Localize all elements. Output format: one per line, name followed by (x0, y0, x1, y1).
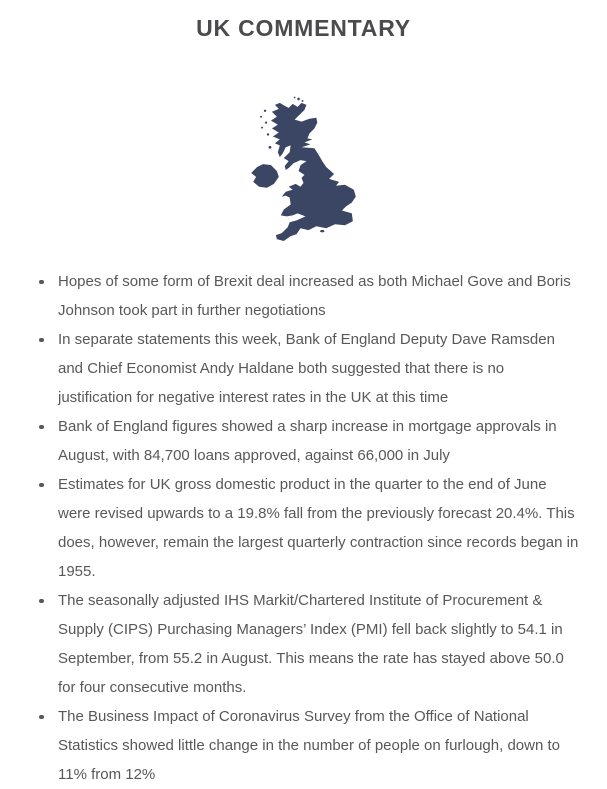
list-item: The Business Impact of Coronavirus Survey from the Office of National Statistics showed little change in the number of people on furlough, down to 11% from 12% (58, 702, 580, 789)
island-dot (302, 100, 304, 102)
island-dot (264, 110, 266, 112)
list-item: Hopes of some form of Brexit deal increased as both Michael Gove and Boris Johnson took part in further negotiations (58, 267, 580, 325)
commentary-list (0, 267, 580, 789)
island-dot (267, 133, 269, 135)
island-dot (269, 146, 272, 149)
page-title: UK COMMENTARY (196, 15, 411, 41)
list-item: Bank of England figures showed a sharp increase in mortgage approvals in August, with 84,700 loans approved, against 66,000 in July (58, 412, 580, 470)
island-dot (260, 116, 262, 118)
island-dot (261, 127, 263, 129)
island-dot (320, 230, 324, 232)
list-item: In separate statements this week, Bank of England Deputy Dave Ramsden and Chief Economist Andy Haldane both suggested that there is no justification for negative interest rates in the UK at this time (58, 325, 580, 412)
northern-ireland-silhouette (251, 164, 279, 188)
list-item: The seasonally adjusted IHS Markit/Chartered Institute of Procurement & Supply (CIPS) Purchasing Managers’ Index (PMI) fell back slightly to 54.1 in September, from 55.2 in August. This means the rate has stayed above 50.0 for four consecutive months. (58, 586, 580, 702)
uk-map (0, 96, 607, 244)
list-item: Estimates for UK gross domestic product in the quarter to the end of June were revised upwards to a 19.8% fall from the previously forecast 20.4%. This does, however, remain the largest quarterly contraction since records began in 1955. (58, 470, 580, 586)
uk-map-icon (249, 96, 358, 244)
great-britain-silhouette (271, 103, 356, 241)
island-dot (265, 122, 267, 124)
island-dot (294, 97, 296, 99)
island-dot (297, 98, 300, 101)
